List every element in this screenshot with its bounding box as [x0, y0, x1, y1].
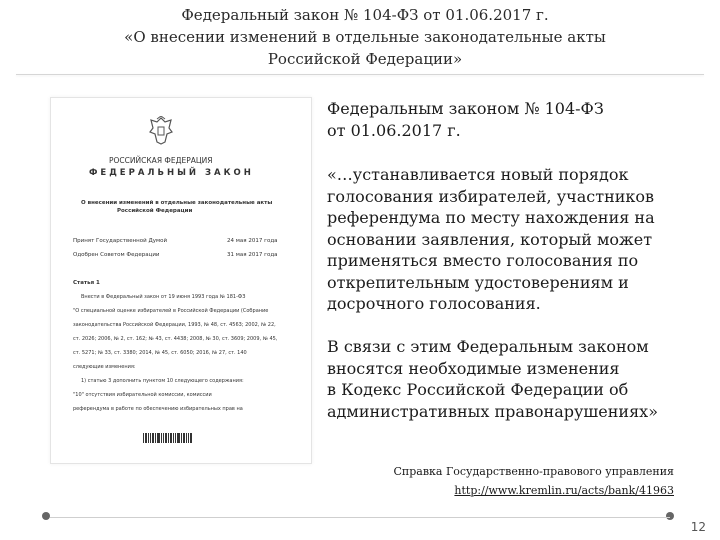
conclusion-line: административных правонарушениях»	[327, 401, 658, 421]
coat-of-arms-icon	[147, 116, 175, 146]
barcode-icon	[143, 433, 193, 447]
quote-line: основании заявления, который может	[327, 229, 653, 249]
conclusion-line: В связи с этим Федеральным законом	[327, 337, 649, 356]
title-line-1: Федеральный закон № 104-ФЗ от 01.06.2017 г.	[181, 6, 549, 24]
conclusion-text	[327, 336, 658, 422]
title-line-2: «О внесении изменений в отдельные законодательные акты	[124, 28, 606, 46]
quote-line: «…устанавливается новый порядок	[327, 165, 629, 184]
page-number: 12	[690, 520, 706, 534]
doc-adopted-date: 24 мая 2017 года	[227, 238, 278, 244]
footer-divider	[50, 517, 670, 518]
right-bullet-dot	[666, 512, 674, 520]
doc-heading: ФЕДЕРАЛЬНЫЙ ЗАКОН	[89, 168, 254, 178]
doc-adopted-by: Принят Государственной Думой	[73, 238, 168, 244]
doc-text-line: "10" отсутствия избирательной комиссии, комиссии	[73, 392, 212, 398]
conclusion-line: вносятся необходимые изменения	[327, 358, 620, 378]
doc-text-line: ст. 2026; 2006, № 2, ст. 162; № 43, ст. 4438; 2008, № 30, ст. 3609; 2009, № 45,	[73, 336, 278, 342]
doc-article: Статья 1	[73, 280, 100, 286]
source-link[interactable]: http://www.kremlin.ru/acts/bank/41963	[454, 484, 674, 497]
quote-line: голосования избирателей, участников	[327, 186, 655, 206]
doc-text-line: ст. 5271; № 33, ст. 3380; 2014, № 45, ст. 6050; 2016, № 27, ст. 140	[73, 350, 247, 356]
doc-subject-1: О внесении изменений в отдельные законодательные акты	[81, 200, 273, 206]
doc-text-line: Внести в Федеральный закон от 19 июня 1993 года № 181-ФЗ	[81, 294, 246, 300]
title-line-3: Российской Федерации»	[267, 50, 463, 68]
doc-text-line: 1) статью 3 дополнить пунктом 10 следующего содержания:	[81, 378, 244, 384]
slide-title	[60, 4, 670, 70]
doc-approved-by: Одобрен Советом Федерации	[73, 252, 160, 258]
conclusion-line: в Кодекс Российской Федерации об	[327, 380, 629, 399]
doc-approved-date: 31 мая 2017 года	[227, 252, 278, 258]
doc-text-line: референдума в работе по обеспечению избирательных прав на	[73, 406, 243, 412]
doc-subject-2: Российской Федерации	[117, 208, 193, 214]
doc-text-line: законодательства Российской Федерации, 1993, № 48, ст. 4563; 2002, № 22,	[73, 322, 276, 328]
doc-country: РОССИЙСКАЯ ФЕДЕРАЦИЯ	[109, 156, 213, 165]
left-bullet-dot	[42, 512, 50, 520]
doc-text-line: "О специальной оценке избирателей в Российской Федерации (Собрание	[73, 308, 269, 314]
source-reference	[394, 462, 674, 500]
intro-text	[327, 98, 604, 141]
quote-line: референдума по месту нахождения на	[327, 208, 655, 227]
doc-text-line: следующие изменения:	[73, 364, 136, 370]
source-label: Справка Государственно-правового управления	[393, 465, 674, 478]
quote-text	[327, 164, 655, 315]
quote-line: досрочного голосования.	[327, 294, 541, 313]
law-document-scan	[50, 97, 312, 464]
intro-line: от 01.06.2017 г.	[327, 120, 461, 140]
quote-line: применяться вместо голосования по	[327, 251, 639, 270]
intro-line: Федеральным законом № 104-ФЗ	[327, 99, 604, 118]
quote-line: открепительным удостоверениям и	[327, 272, 629, 292]
title-divider	[16, 74, 704, 75]
